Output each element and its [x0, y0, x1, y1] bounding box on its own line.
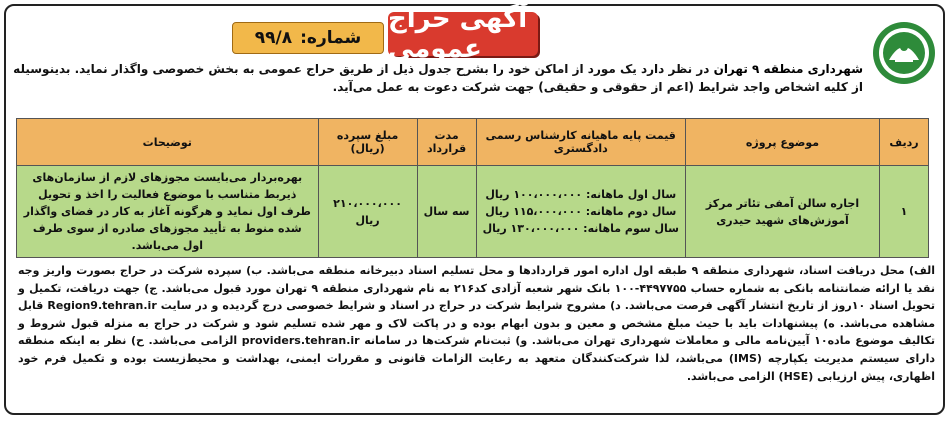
cell-notes: بهره‌بردار می‌بایست مجوزهای لازم از سازمان‌های ذیربط متناسب با موضوع فعالیت را اخذ و تحویل طرف اول نماید و هرگونه آغاز به کار در فضای واگذار شده منوط به تأیید مجوزهای صادره از سوی طرف اول می‌باشد.	[17, 166, 319, 258]
header-subject: موضوع پروژه	[686, 119, 880, 166]
header-deposit: مبلغ سپرده (ریال)	[318, 119, 417, 166]
conditions-part-2: قابل مشاهده می‌باشد. ه) پیشنهادات باید با حیث مبلغ مشخص و معین و بدون ابهام بوده و در پاکت لاک و مهر شده تسلیم شود و شرکت در حراج به منزله قبول شروط و تکالیف موضوع ماده۱۰ آیین‌نامه مالی و معاملات شهرداری تهران می‌باشد. و) ثبت‌نام شرکت‌ها در سامانه	[18, 299, 935, 348]
table-header-row	[17, 119, 929, 166]
cell-deposit	[318, 166, 417, 258]
deposit-unit: ریال	[355, 213, 380, 227]
notice-conditions	[18, 262, 935, 385]
tehran-municipality-logo-icon	[871, 20, 937, 86]
price-year-2: سال دوم ماهانه: ۱۱۵،۰۰۰،۰۰۰ ریال	[485, 205, 677, 218]
notice-intro	[3, 60, 863, 96]
cell-subject: اجاره سالن آمفی تئاتر مرکز آموزش‌های شهید حیدری	[686, 166, 880, 258]
cell-duration: سه سال	[417, 166, 476, 258]
conditions-part-3: الزامی می‌باشد. ح) نظر به اینکه منطقه دارای سیستم مدیریت یکپارچه (IMS) می‌باشد، لذا شرکت‌کنندگان متعهد به رعایت الزامات قانونی و مقررات ایمنی، بهداشت و محیط‌زیست بوده و تکمیل فرم خود اظهاری، پیش ارزیابی (HSE) الزامی می‌باشد.	[18, 334, 935, 383]
notice-number-label: شماره:	[300, 28, 362, 48]
header-row-number: ردیف	[880, 119, 929, 166]
region-website-link[interactable]: Region9.tehran.ir	[47, 299, 157, 313]
notice-number-value: ۹۹/۸	[254, 28, 293, 48]
price-year-3: سال سوم ماهانه: ۱۳۰،۰۰۰،۰۰۰ ریال	[482, 222, 679, 235]
deposit-amount: ۲۱۰،۰۰۰،۰۰۰	[333, 196, 402, 210]
table-row	[17, 166, 929, 258]
conditions-part-1: الف) محل دریافت اسناد، شهرداری منطقه ۹ طبقه اول اداره امور قراردادها و محل تسلیم اسناد دبیرخانه منطقه می‌باشد. ب) سپرده شرکت در حراج بصورت واریز وجه نقد یا ارائه ضمانتنامه بانکی به شماره حساب ۴۴۹۷۷۵۵-۱۰۰ بانک شهر شعبه آزادی کد۲۱۶ به نام شهرداری منطقه ۹ تهران مورد قبول می‌باشد. ج) جهت دریافت، تکمیل و تحویل اسناد ۱۰روز از تاریخ انتشار آگهی فرصت می‌باشد. د) مشروح شرایط شرکت در حراج در اسناد و شرایط خصوصی درج گردیده و در سایت	[18, 264, 935, 313]
organization-name: شهرداری منطقه ۹ تهران	[713, 62, 863, 76]
price-year-1: سال اول ماهانه: ۱۰۰،۰۰۰،۰۰۰ ریال	[485, 188, 677, 201]
notice-number-box	[232, 22, 384, 54]
header-duration: مدت قرارداد	[417, 119, 476, 166]
providers-website-link[interactable]: providers.tehran.ir	[241, 334, 360, 348]
notice-title: آگهی حراج عمومی	[388, 4, 528, 64]
header-base-price: قیمت پایه ماهیانه کارشناس رسمی دادگستری	[476, 119, 685, 166]
header-notes: توضیحات	[17, 119, 319, 166]
cell-base-price	[476, 166, 685, 258]
intro-text: در نظر دارد یک مورد از اماکن خود را بشرح جدول ذیل از طریق حراج عمومی به بخش خصوصی واگذار نماید. بدینوسیله از کلیه اشخاص واجد شرایط (اعم از حقوقی و حقیقی) جهت شرکت دعوت به عمل می‌آید.	[13, 62, 863, 94]
cell-row-number: ۱	[880, 166, 929, 258]
notice-title-banner	[388, 4, 538, 64]
projects-table	[16, 118, 929, 258]
